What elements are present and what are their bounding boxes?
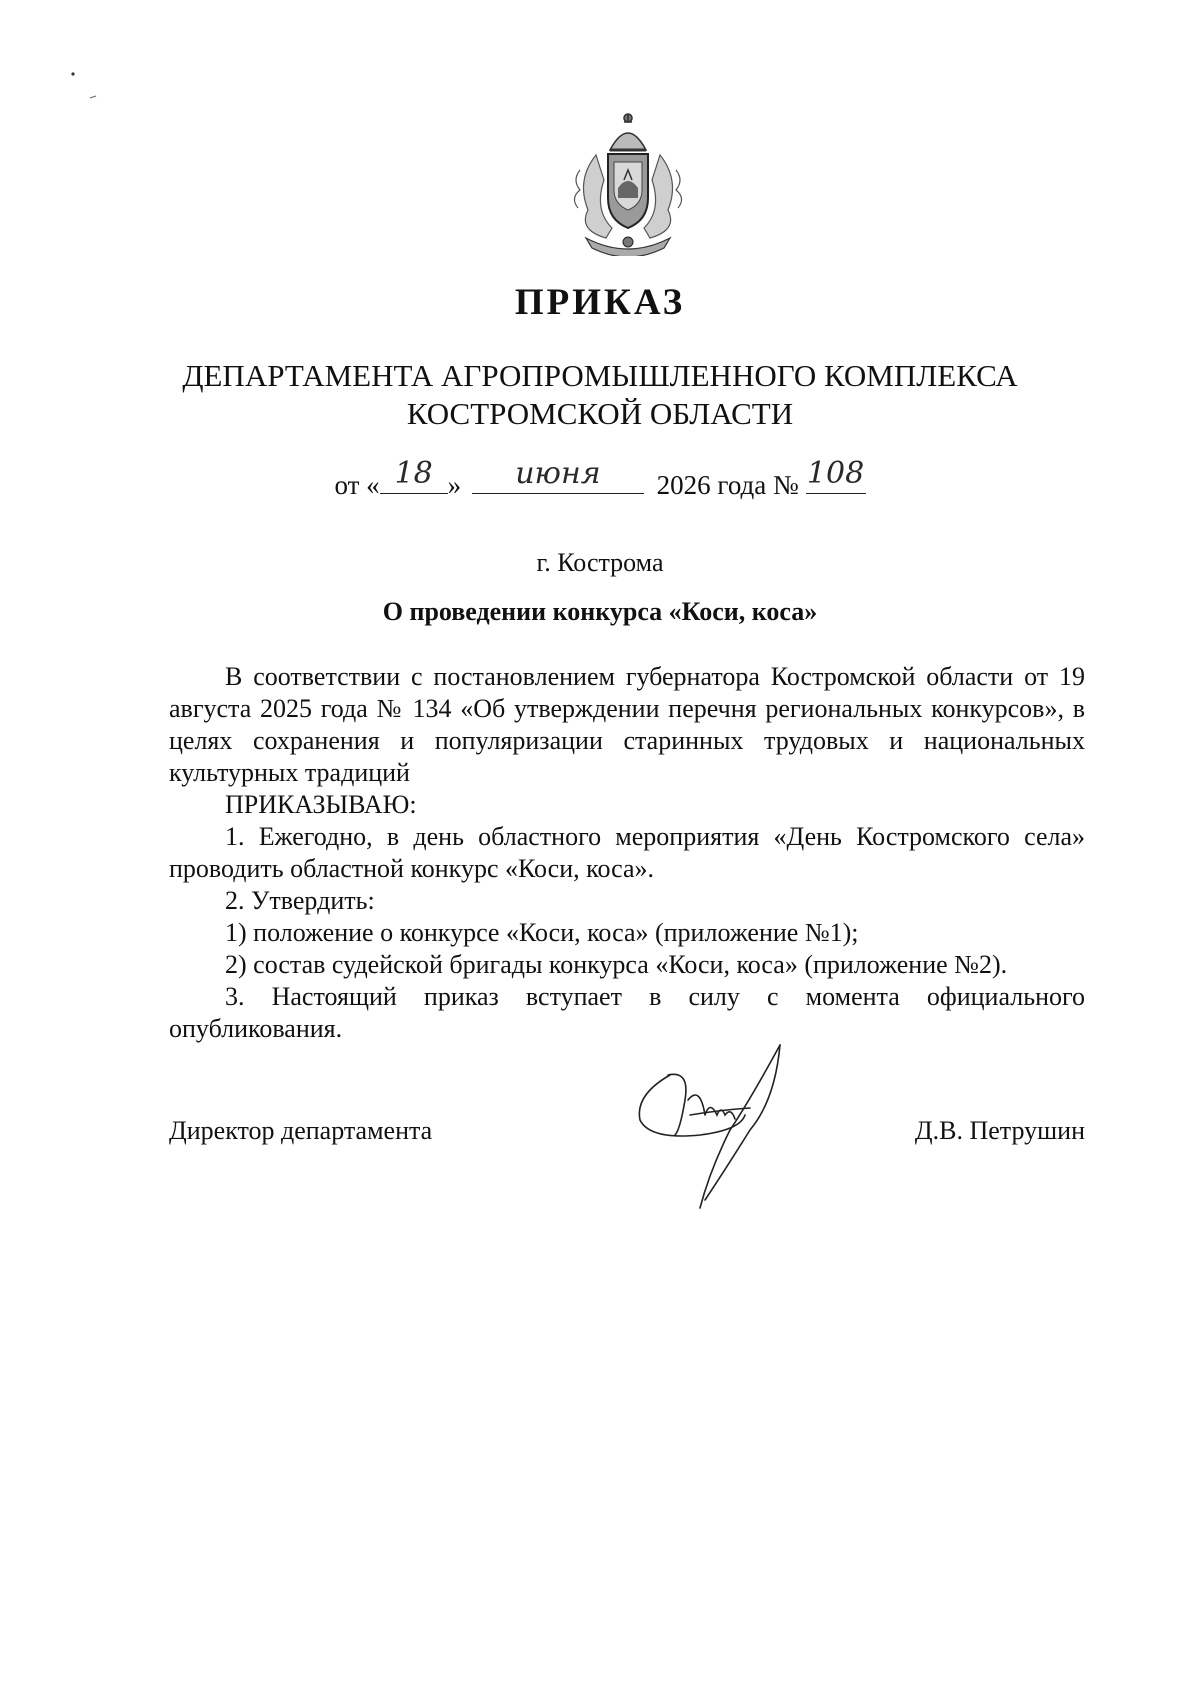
date-month-field [472, 456, 644, 494]
department-name [0, 357, 1200, 433]
signatory-role: Директор департамента [169, 1116, 433, 1145]
date-day-handwritten: 18 [394, 456, 433, 491]
order-word: ПРИКАЗЫВАЮ: [225, 790, 417, 819]
date-prefix: от « [334, 470, 380, 500]
order-body [169, 661, 1085, 1045]
date-month-handwritten: июня [515, 456, 601, 491]
department-line-1: ДЕПАРТАМЕНТА АГРОПРОМЫШЛЕННОГО КОМПЛЕКСА [182, 358, 1018, 393]
order-item-2: 2. Утвердить: [225, 886, 375, 915]
scan-specks [70, 70, 110, 110]
order-number-handwritten: 108 [806, 456, 865, 491]
order-item-1: 1. Ежегодно, в день областного мероприятия «День Костромского села» проводить областной конкурс «Коси, коса». [169, 822, 1085, 883]
date-line [0, 456, 1200, 501]
order-number-field [806, 456, 866, 494]
date-year-text: 2026 года № [656, 470, 799, 500]
order-item-2-2: 2) состав судейской бригады конкурса «Коси, коса» (приложение №2). [225, 950, 1008, 979]
order-item-3: 3. Настоящий приказ вступает в силу с момента официального опубликования. [169, 982, 1085, 1043]
order-subject: О проведении конкурса «Коси, коса» [382, 597, 818, 626]
order-item-2-1: 1) положение о конкурсе «Коси, коса» (приложение №1); [225, 918, 859, 947]
signatory-name: Д.В. Петрушин [914, 1116, 1085, 1145]
coat-of-arms-emblem-icon [566, 110, 690, 256]
date-day-field [380, 456, 448, 494]
handwritten-signature-icon [630, 1040, 820, 1215]
city: г. Кострома [536, 548, 664, 577]
date-quote-close: » [447, 470, 462, 500]
document-title: ПРИКАЗ [514, 282, 686, 323]
preamble-paragraph: В соответствии с постановлением губернатора Костромской области от 19 августа 2025 года № 134 «Об утверждении перечня региональных конкурсов», в целях сохранения и популяризации старинных трудовых и национальных культурных традиций [169, 662, 1085, 787]
department-line-2: КОСТРОМСКОЙ ОБЛАСТИ [406, 396, 794, 431]
